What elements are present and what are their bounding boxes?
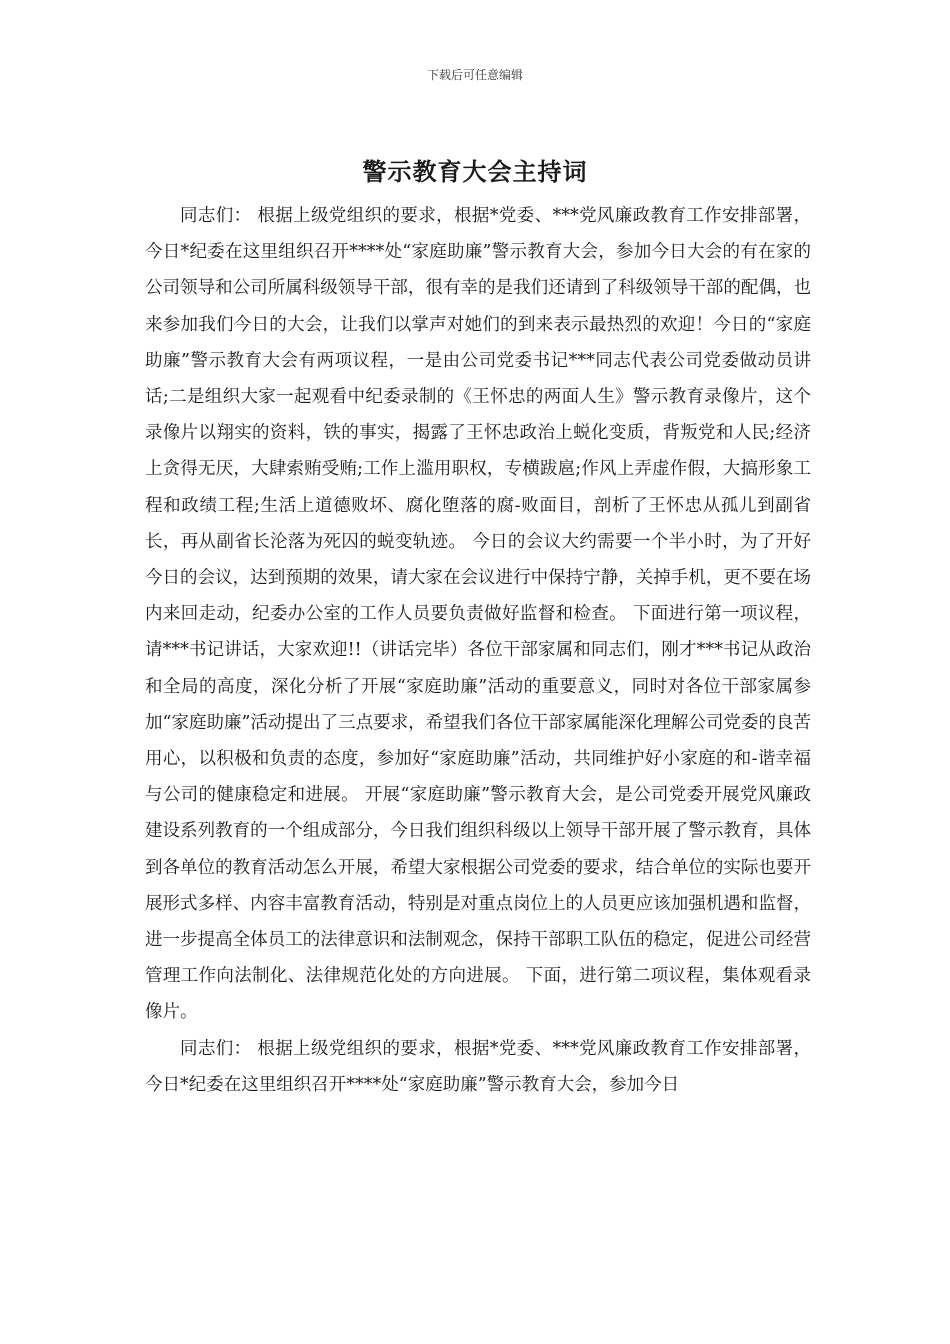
body-paragraph: 同志们： 根据上级党组织的要求，根据*党委、***党风廉政教育工作安排部署，今日*纪委在这里组织召开****处“家庭助廉”警示教育大会，参加今日 [145, 1038, 811, 1095]
body-paragraph: 同志们： 根据上级党组织的要求，根据*党委、***党风廉政教育工作安排部署，今日*纪委在这里组织召开****处“家庭助廉”警示教育大会，参加今日大会的有在家的公司领导和公司所属科级领导干部，很有幸的是我们还请到了科级领导干部的配偶，也来参加我们今日的大会，让我们以掌声对她们的到来表示最热烈的欢迎！今日的“家庭助廉”警示教育大会有两项议程，一是由公司党委书记***同志代表公司党委做动员讲话;二是组织大家一起观看中纪委录制的《王怀忠的两面人生》警示教育录像片，这个录像片以翔实的资料，铁的事实，揭露了王怀忠政治上蜕化变质，背叛党和人民;经济上贪得无厌，大肆索贿受贿;工作上滥用职权，专横跋扈;作风上弄虚作假，大搞形象工程和政绩工程;生活上道德败坏、腐化堕落的腐-败面目，剖析了王怀忠从孤儿到副省长，再从副省长沦落为死囚的蜕变轨迹。 今日的会议大约需要一个半小时，为了开好今日的会议，达到预期的效果，请大家在会议进行中保持宁静，关掉手机，更不要在场内来回走动，纪委办公室的工作人员要负责做好监督和检查。 下面进行第一项议程，请***书记讲话，大家欢迎!!（讲话完毕）各位干部家属和同志们，刚才***书记从政治和全局的高度，深化分析了开展“家庭助廉”活动的重要意义，同时对各位干部家属参加“家庭助廉”活动提出了三点要求，希望我们各位干部家属能深化理解公司党委的良苦用心，以积极和负责的态度，参加好“家庭助廉”活动，共同维护好小家庭的和-谐幸福与公司的健康稳定和进展。 开展“家庭助廉”警示教育大会，是公司党委开展党风廉政建设系列教育的一个组成部分，今日我们组织科级以上领导干部开展了警示教育，具体到各单位的教育活动怎么开展，希望大家根据公司党委的要求，结合单位的实际也要开展形式多样、内容丰富教育活动，特别是对重点岗位上的人员更应该加强机遇和监督，进一步提高全体员工的法律意识和法制观念，保持干部职工队伍的稳定，促进公司经营管理工作向法制化、法律规范化处的方向进展。 下面，进行第二项议程，集体观看录像片。 [145, 206, 811, 1023]
document-body [145, 198, 811, 1103]
document-title: 警示教育大会主持词 [362, 157, 588, 186]
page-header-note: 下载后可任意编辑 [426, 68, 523, 82]
